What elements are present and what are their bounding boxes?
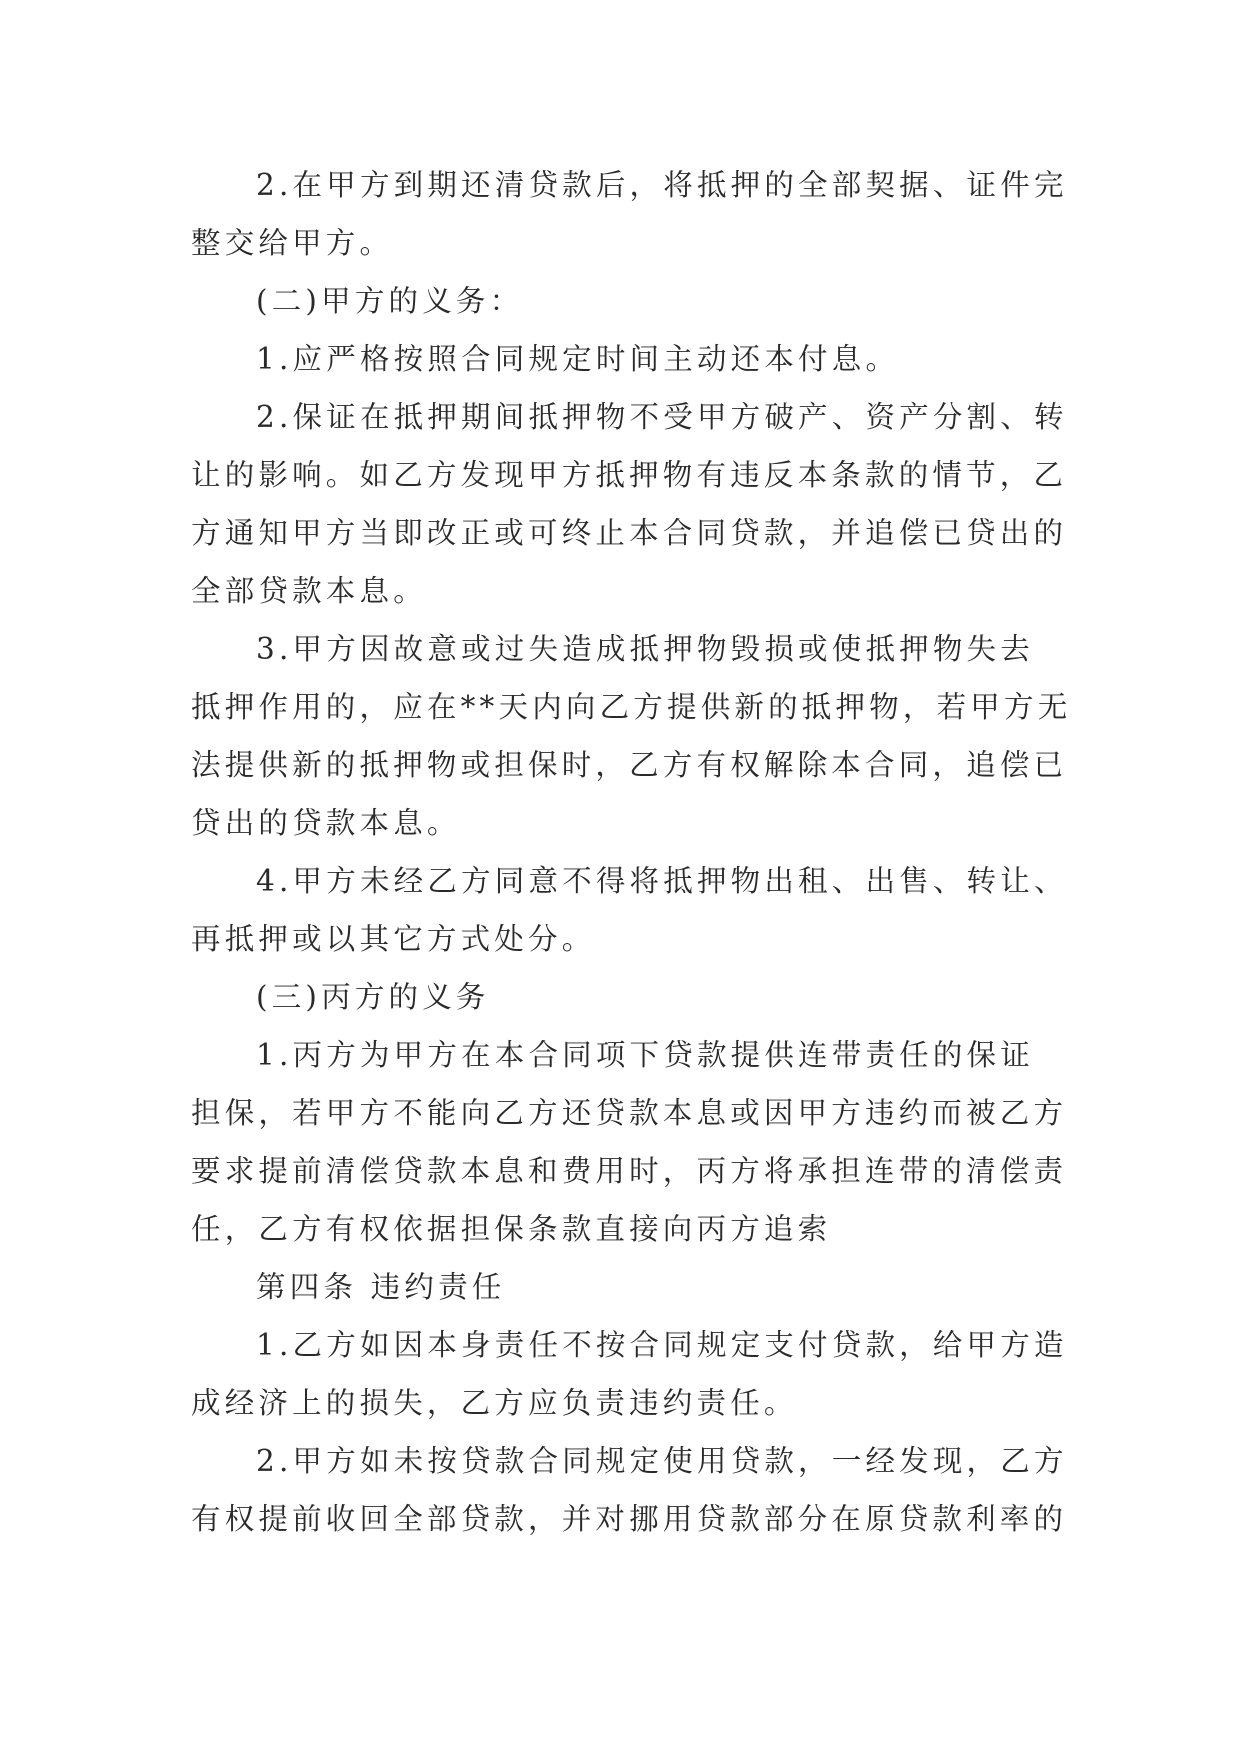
text-line: 2.保证在抵押期间抵押物不受甲方破产、资产分割、转 <box>256 400 1068 434</box>
text-line: 3.甲方因故意或过失造成抵押物毁损或使抵押物失去 <box>256 632 1034 666</box>
text-line: 2.甲方如未按贷款合同规定使用贷款，一经发现，乙方 <box>256 1444 1068 1478</box>
text-line: 任，乙方有权依据担保条款直接向丙方追索 <box>191 1212 832 1246</box>
document-body <box>191 156 1072 1548</box>
text-line: 要求提前清偿贷款本息和费用时，丙方将承担连带的清偿责 <box>191 1154 1068 1188</box>
text-line: 1.乙方如因本身责任不按合同规定支付贷款，给甲方造 <box>256 1328 1068 1362</box>
text-line: 成经济上的损失，乙方应负责违约责任。 <box>191 1386 798 1420</box>
text-line: 方通知甲方当即改正或可终止本合同贷款，并追偿已贷出的 <box>191 516 1068 550</box>
text-line: 抵押作用的，应在**天内向乙方提供新的抵押物，若甲方无 <box>191 690 1072 724</box>
text-line: 整交给甲方。 <box>191 226 394 260</box>
text-line: 有权提前收回全部贷款，并对挪用贷款部分在原贷款利率的 <box>191 1502 1068 1536</box>
text-line: 2.在甲方到期还清贷款后，将抵押的全部契据、证件完 <box>256 168 1068 202</box>
text-line: 1.丙方为甲方在本合同项下贷款提供连带责任的保证 <box>256 1038 1034 1072</box>
text-line: 4.甲方未经乙方同意不得将抵押物出租、出售、转让、 <box>256 864 1068 898</box>
section-heading: (三)丙方的义务 <box>256 980 490 1014</box>
text-line: 担保，若甲方不能向乙方还贷款本息或因甲方违约而被乙方 <box>191 1096 1068 1130</box>
text-line: 法提供新的抵押物或担保时，乙方有权解除本合同，追偿已 <box>191 748 1068 782</box>
text-line: 再抵押或以其它方式处分。 <box>191 922 596 956</box>
text-line: 全部贷款本息。 <box>191 574 427 608</box>
text-line: 1.应严格按照合同规定时间主动还本付息。 <box>256 342 900 376</box>
text-line: 贷出的贷款本息。 <box>191 806 461 840</box>
article-heading: 第四条 违约责任 <box>256 1270 506 1304</box>
text-line: 让的影响。如乙方发现甲方抵押物有违反本条款的情节，乙 <box>191 458 1068 492</box>
section-heading: (二)甲方的义务： <box>256 284 524 318</box>
